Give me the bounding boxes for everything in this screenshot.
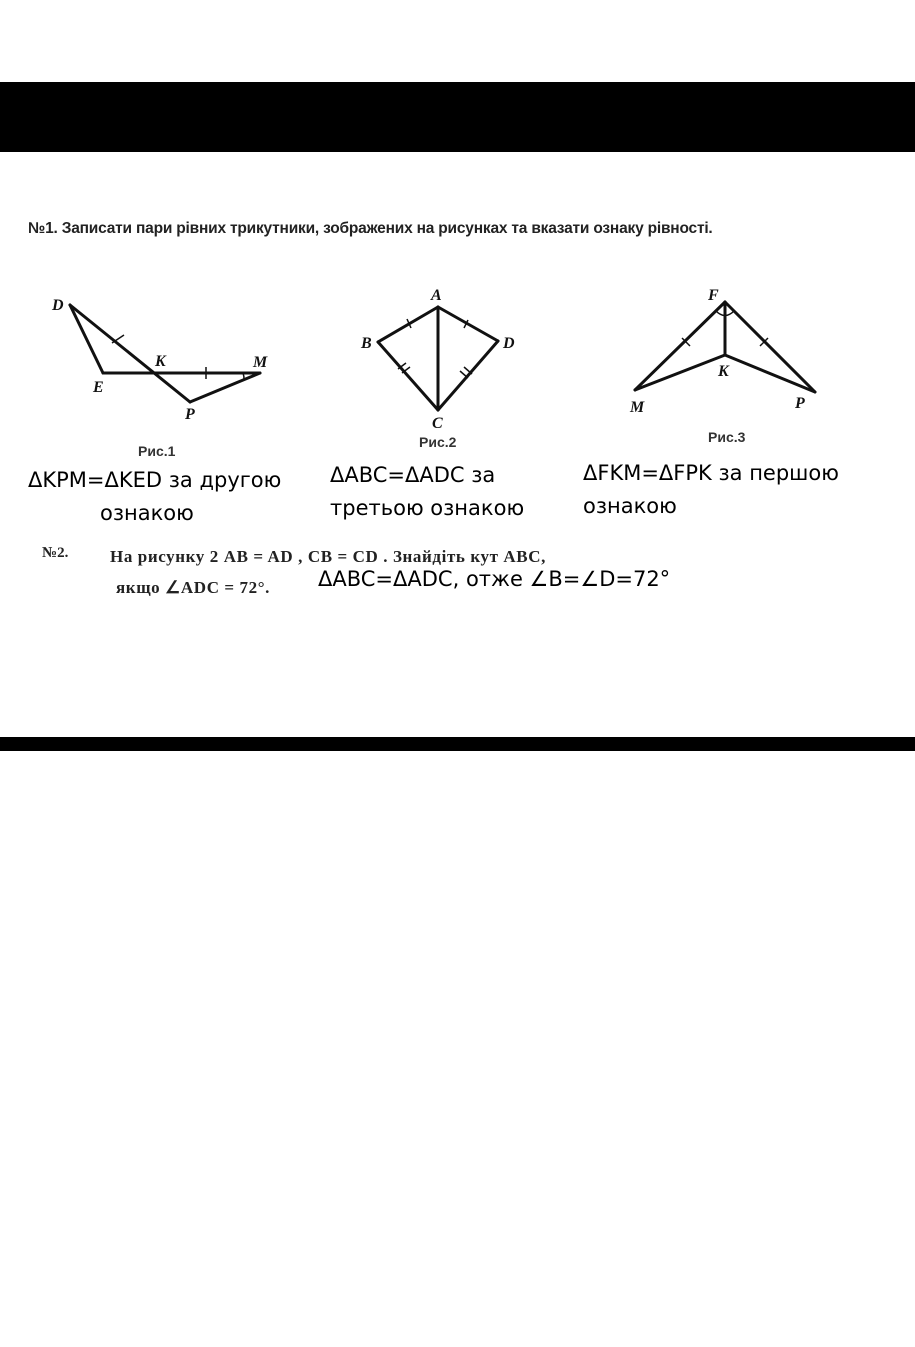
- figure-3-drawing: [620, 280, 830, 425]
- figure-3: [620, 280, 830, 425]
- task2-line1: На рисунку 2 AB = AD , CB = CD . Знайдіть кут ABC,: [110, 547, 546, 566]
- figure-2: [350, 280, 530, 435]
- fig2-label-b: B: [361, 335, 372, 352]
- fig3-label-p: P: [795, 395, 805, 412]
- answer-figure-1-line2: ознакою: [100, 501, 194, 525]
- bottom-black-bar: [0, 737, 915, 751]
- top-black-bar: [0, 82, 915, 152]
- figure-1-caption: Рис.1: [138, 443, 176, 459]
- answer-figure-1-line1: ΔKPM=ΔKED за другою: [28, 468, 282, 492]
- figure-2-caption: Рис.2: [419, 434, 457, 450]
- fig1-label-m: M: [253, 354, 268, 371]
- fig3-label-k: K: [718, 363, 729, 380]
- answer-figure-3-line2: ознакою: [583, 494, 677, 518]
- fig1-label-k: K: [155, 353, 166, 370]
- fig2-label-d: D: [503, 335, 515, 352]
- fig1-label-d: D: [52, 297, 64, 314]
- answer-figure-2-line1: ΔABC=ΔADC за: [330, 463, 496, 487]
- fig2-label-a: A: [431, 287, 442, 304]
- fig3-label-m: M: [630, 399, 645, 416]
- figure-3-caption: Рис.3: [708, 429, 746, 445]
- fig2-label-c: C: [432, 415, 443, 432]
- task2-answer: ΔABC=ΔADC, отже ∠B=∠D=72°: [318, 567, 671, 591]
- answer-figure-3-line1: ΔFKM=ΔFPK за першою: [583, 461, 839, 485]
- task1-heading: №1. Записати пари рівних трикутники, зображених на рисунках та вказати ознаку рівності.: [28, 220, 713, 237]
- task2-line2: якщо ∠ADC = 72°.: [116, 578, 271, 597]
- fig1-label-p: P: [185, 406, 195, 423]
- fig1-label-e: E: [93, 379, 104, 396]
- figure-2-drawing: [350, 280, 530, 435]
- figure-1-drawing: [40, 285, 290, 430]
- fig3-label-f: F: [708, 287, 719, 304]
- answer-figure-2-line2: третьою ознакою: [330, 496, 525, 520]
- figure-1: [40, 285, 290, 430]
- task2-number: №2.: [42, 545, 69, 561]
